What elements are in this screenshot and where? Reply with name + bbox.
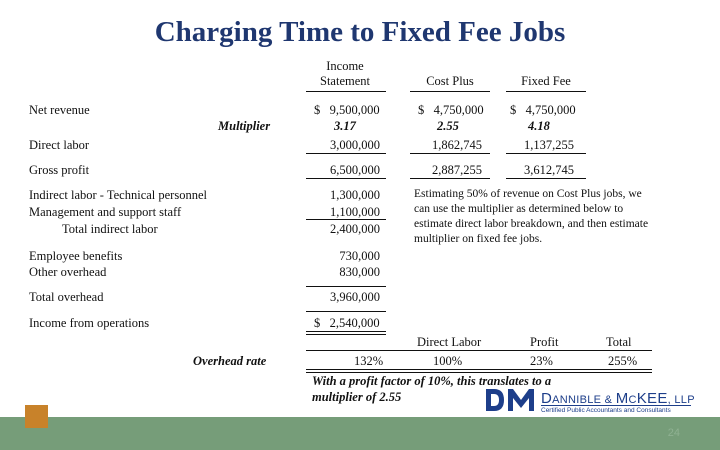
row-label-management-support: Management and support staff: [29, 205, 182, 219]
value-fixedfee-gross-profit: 3,612,745: [524, 163, 574, 177]
value-income-employee-benefits: 730,000: [339, 249, 380, 263]
value-income-net-revenue: $ 9,500,000: [314, 103, 380, 117]
value-income-multiplier: 3.17: [334, 119, 356, 133]
value-costplus-net-revenue: $ 4,750,000: [418, 103, 484, 117]
row-label-gross-profit: Gross profit: [29, 163, 90, 177]
value-income-indirect-technical: 1,300,000: [330, 188, 380, 202]
value-income-total-overhead: 3,960,000: [330, 290, 380, 304]
breakdown-value-overhead: 132%: [354, 354, 384, 368]
header-underline: [506, 91, 586, 92]
row-label-direct-labor: Direct labor: [29, 138, 90, 152]
footer-bar: [0, 417, 720, 450]
breakdown-header-direct-labor: Direct Labor: [417, 335, 482, 349]
logo-firm-name: DANNIBLE & MCKEE, LLP: [541, 390, 695, 407]
row-label-multiplier: Multiplier: [218, 119, 271, 133]
value-income-total-indirect: 2,400,000: [330, 222, 380, 236]
subtotal-rule: [506, 153, 586, 154]
value-income-other-overhead: 830,000: [339, 265, 380, 279]
conclusion-text: With a profit factor of 10%, this translates to a multiplier of 2.55: [312, 374, 552, 404]
total-double-rule: [306, 331, 386, 335]
value-costplus-direct-labor: 1,862,745: [432, 138, 482, 152]
row-label-other-overhead: Other overhead: [29, 265, 107, 279]
subtotal-rule: [410, 153, 490, 154]
breakdown-value-direct-labor: 100%: [433, 354, 463, 368]
value-income-from-operations: $ 2,540,000: [314, 316, 380, 330]
column-header-cost-plus: Cost Plus: [426, 74, 474, 88]
value-income-management-support: 1,100,000: [330, 205, 380, 219]
subtotal-rule: [306, 286, 386, 287]
value-costplus-gross-profit: 2,887,255: [432, 163, 482, 177]
page-title: Charging Time to Fixed Fee Jobs: [154, 16, 566, 48]
subtotal-rule: [410, 178, 490, 179]
value-fixedfee-net-revenue: $ 4,750,000: [510, 103, 576, 117]
header-underline: [410, 91, 490, 92]
subtotal-rule: [306, 153, 386, 154]
row-label-total-overhead: Total overhead: [29, 290, 104, 304]
column-header-income-statement: Income Statement: [320, 59, 370, 88]
value-fixedfee-direct-labor: 1,137,255: [524, 138, 574, 152]
breakdown-rule: [306, 350, 652, 351]
breakdown-value-profit: 23%: [530, 354, 553, 368]
breakdown-label-overhead-rate: Overhead rate: [193, 354, 267, 368]
value-fixedfee-multiplier: 4.18: [528, 119, 550, 133]
row-label-net-revenue: Net revenue: [29, 103, 90, 117]
subtotal-rule: [306, 178, 386, 179]
value-costplus-multiplier: 2.55: [437, 119, 459, 133]
value-income-direct-labor: 3,000,000: [330, 138, 380, 152]
breakdown-header-profit: Profit: [530, 335, 559, 349]
header-underline: [306, 91, 386, 92]
row-label-total-indirect: Total indirect labor: [62, 222, 158, 236]
breakdown-value-total: 255%: [608, 354, 638, 368]
dm-logo-icon: [484, 387, 536, 413]
column-header-fixed-fee: Fixed Fee: [521, 74, 571, 88]
subtotal-rule: [306, 311, 386, 312]
row-label-indirect-technical: Indirect labor - Technical personnel: [29, 188, 207, 202]
breakdown-header-total: Total: [606, 335, 632, 349]
row-label-income-from-operations: Income from operations: [29, 316, 150, 330]
logo-tagline: Certified Public Accountants and Consultants: [541, 407, 671, 414]
page-number: 24: [667, 427, 680, 439]
row-label-employee-benefits: Employee benefits: [29, 249, 123, 263]
logo-divider: [541, 405, 691, 406]
estimate-note: Estimating 50% of revenue on Cost Plus jobs, we can use the multiplier as determined below to estimate direct labor breakdown, and then estimate multiplier on fixed fee jobs.: [414, 188, 649, 245]
footer-accent-square: [25, 405, 48, 428]
value-income-gross-profit: 6,500,000: [330, 163, 380, 177]
subtotal-rule: [306, 219, 386, 220]
subtotal-rule: [506, 178, 586, 179]
